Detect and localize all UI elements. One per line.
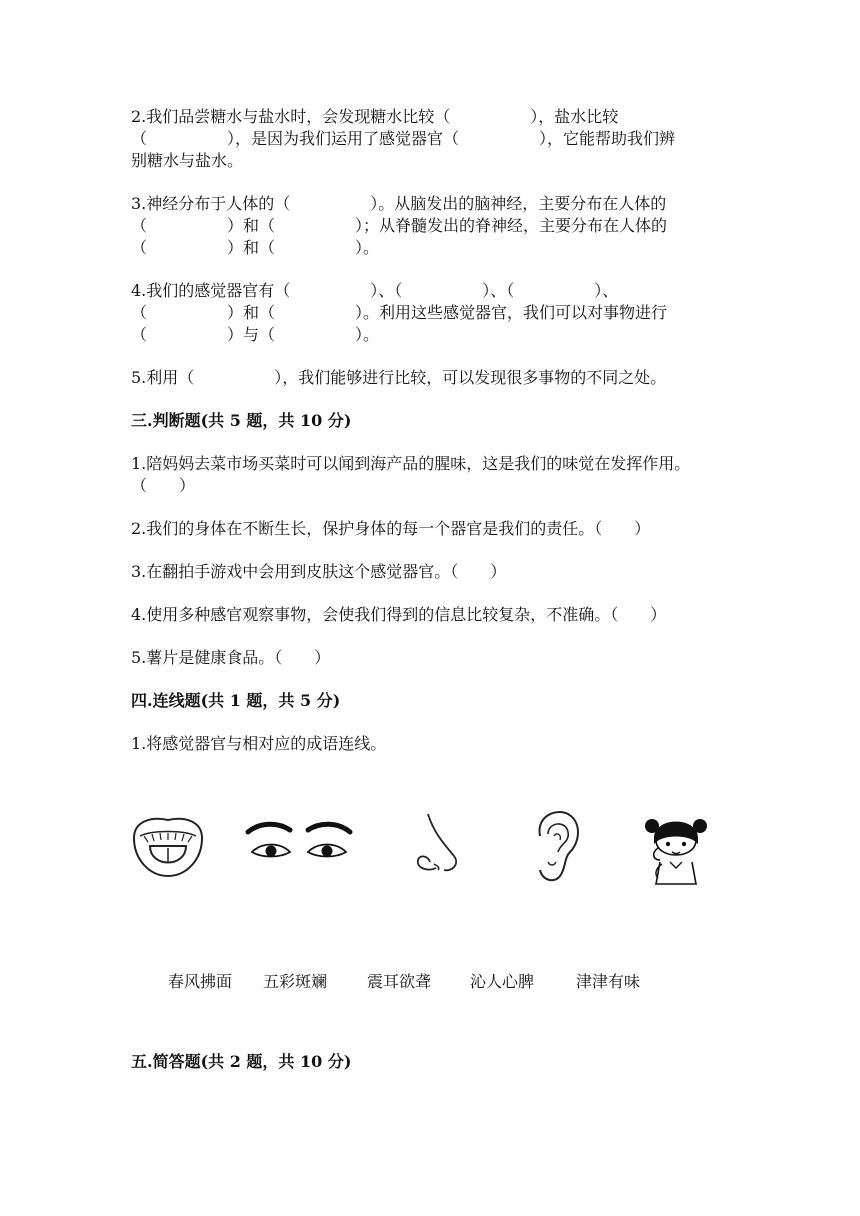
idiom-4: 沁人心脾 xyxy=(470,972,535,991)
judge-item-2: 2.我们的身体在不断生长，保护身体的每一个器官是我们的责任。（ ） xyxy=(131,519,651,538)
ear-icon xyxy=(526,806,586,886)
matching-instruction: 1.将感觉器官与相对应的成语连线。 xyxy=(131,734,387,753)
judge-item-1-blank: （ ） xyxy=(131,476,196,495)
mouth-tongue-icon xyxy=(128,812,208,882)
q5-line1: 5.利用（ ），我们能够进行比较，可以发现很多事物的不同之处。 xyxy=(131,368,667,387)
eyes-icon xyxy=(244,820,354,870)
section3-title: 三.判断题(共 5 题，共 10 分) xyxy=(131,411,352,430)
organ-figures xyxy=(0,800,860,910)
idiom-row xyxy=(0,969,860,993)
idiom-3: 震耳欲聋 xyxy=(367,972,432,991)
section5-title: 五.简答题(共 2 题，共 10 分) xyxy=(131,1052,352,1071)
judge-item-5: 5.薯片是健康食品。（ ） xyxy=(131,648,331,667)
q3-line3: （ ）和（ ）。 xyxy=(131,238,380,257)
judge-item-1: 1.陪妈妈去菜市场买菜时可以闻到海产品的腥味，这是我们的味觉在发挥作用。 xyxy=(131,454,691,473)
nose-icon xyxy=(406,810,466,880)
q2-line3: 别糖水与盐水。 xyxy=(131,151,244,170)
q4-line2: （ ）和（ ）。利用这些感觉器官，我们可以对事物进行 xyxy=(131,303,668,322)
idiom-5: 津津有味 xyxy=(576,972,641,991)
idiom-2: 五彩斑斓 xyxy=(263,972,328,991)
section4-title: 四.连线题(共 1 题，共 5 分) xyxy=(131,691,341,710)
q3-line1: 3.神经分布于人体的（ ）。从脑发出的脑神经，主要分布在人体的 xyxy=(131,194,667,213)
judge-item-4: 4.使用多种感官观察事物，会使我们得到的信息比较复杂，不准确。（ ） xyxy=(131,605,667,624)
q4-line3: （ ）与（ ）。 xyxy=(131,325,380,344)
q2-line2: （ ），是因为我们运用了感觉器官（ ），它能帮助我们辨 xyxy=(131,129,676,148)
q2-line1: 2.我们品尝糖水与盐水时，会发现糖水比较（ ），盐水比较 xyxy=(131,107,619,126)
judge-item-3: 3.在翻拍手游戏中会用到皮肤这个感觉器官。（ ） xyxy=(131,562,507,581)
q4-line1: 4.我们的感觉器官有（ ）、（ ）、（ ）、 xyxy=(131,281,619,300)
q3-line2: （ ）和（ ）；从脊髓发出的脊神经，主要分布在人体的 xyxy=(131,216,668,235)
girl-touching-cheek-icon xyxy=(640,804,712,888)
idiom-1: 春风拂面 xyxy=(168,972,233,991)
